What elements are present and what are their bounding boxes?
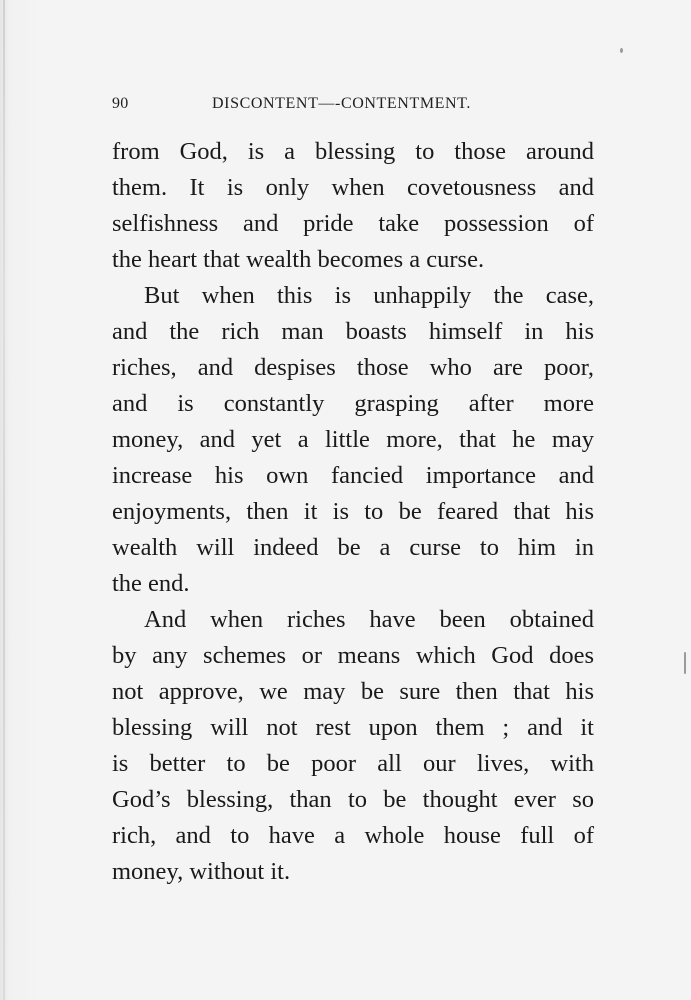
page-header	[110, 95, 594, 119]
text-line: blessing will not rest upon them ; and it	[112, 714, 594, 741]
body-text	[112, 134, 594, 890]
text-line: God’s blessing, than to be thought ever so	[112, 786, 594, 813]
paper-speck	[620, 48, 623, 53]
paragraph-3	[112, 602, 594, 890]
text-line: and is constantly grasping after more	[112, 390, 594, 417]
text-line: wealth will indeed be a curse to him in	[112, 534, 594, 561]
paper-speck	[684, 652, 686, 674]
text-line: the heart that wealth becomes a curse.	[112, 246, 485, 273]
text-line: rich, and to have a whole house full of	[112, 822, 594, 849]
page-binding-edge	[3, 0, 5, 1000]
paragraph-2	[112, 278, 594, 602]
text-line: But when this is unhappily the case,	[144, 282, 594, 309]
text-line: from God, is a blessing to those around	[112, 138, 594, 165]
page-number: 90	[112, 95, 129, 112]
text-line: not approve, we may be sure then that his	[112, 678, 594, 705]
text-line: by any schemes or means which God does	[112, 642, 594, 669]
text-line: money, without it.	[112, 858, 291, 885]
text-line: enjoyments, then it is to be feared that his	[112, 498, 594, 525]
paragraph-1	[112, 134, 594, 278]
text-line: And when riches have been obtained	[144, 606, 594, 633]
text-line: them. It is only when covetousness and	[112, 174, 594, 201]
text-line: money, and yet a little more, that he may	[112, 426, 594, 453]
text-line: the end.	[112, 570, 190, 597]
text-line: selfishness and pride take possession of	[112, 210, 594, 237]
text-line: increase his own fancied importance and	[112, 462, 594, 489]
text-line: and the rich man boasts himself in his	[112, 318, 594, 345]
text-line: riches, and despises those who are poor,	[112, 354, 594, 381]
text-line: is better to be poor all our lives, with	[112, 750, 594, 777]
running-head: DISCONTENT—-CONTENTMENT.	[212, 95, 471, 112]
